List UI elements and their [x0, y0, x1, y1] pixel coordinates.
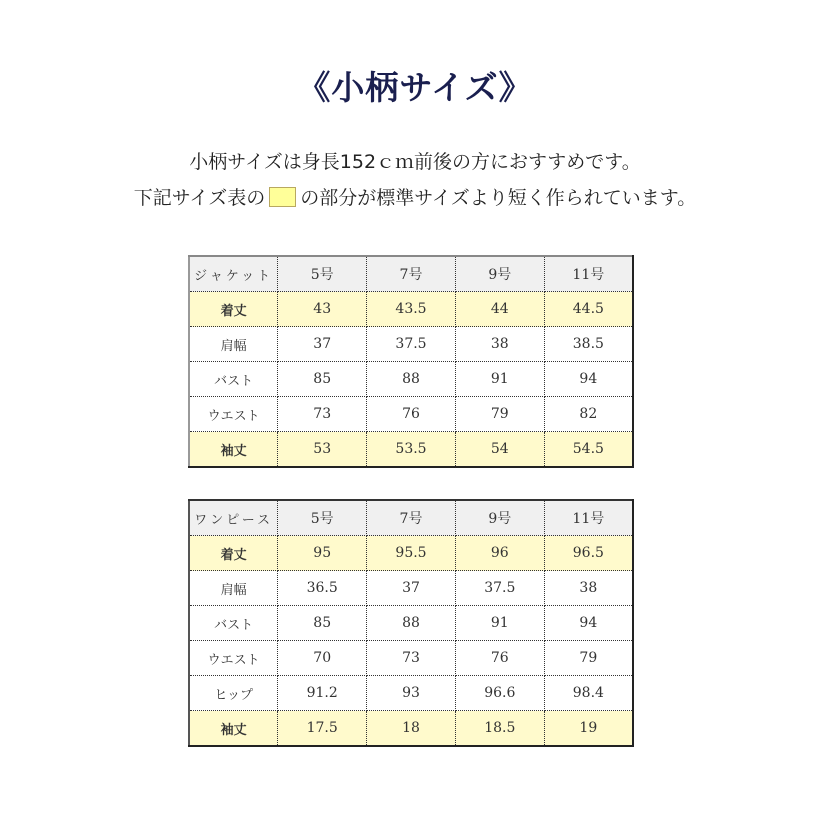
table-cell: 85 — [278, 606, 367, 641]
row-label: ヒップ — [189, 676, 278, 711]
table-row — [189, 432, 633, 468]
table-cell: 73 — [278, 397, 367, 432]
table-cell: 98.4 — [544, 676, 633, 711]
column-header: 9号 — [455, 500, 544, 536]
table-cell: 91 — [455, 606, 544, 641]
table-cell: 53 — [278, 432, 367, 468]
table-cell: 54 — [455, 432, 544, 468]
table-row — [189, 641, 633, 676]
table-cell: 36.5 — [278, 571, 367, 606]
row-label: バスト — [189, 362, 278, 397]
table-title: ワンピース — [189, 500, 278, 536]
row-label: 着丈 — [189, 536, 278, 571]
table-cell: 54.5 — [544, 432, 633, 468]
table-cell: 76 — [455, 641, 544, 676]
column-header: 9号 — [455, 256, 544, 292]
table-cell: 18.5 — [455, 711, 544, 747]
column-header: 11号 — [544, 256, 633, 292]
row-label: ウエスト — [189, 397, 278, 432]
table-cell: 37 — [367, 571, 456, 606]
row-label: ウエスト — [189, 641, 278, 676]
table-cell: 96.5 — [544, 536, 633, 571]
table-cell: 73 — [367, 641, 456, 676]
table-cell: 38 — [455, 327, 544, 362]
table-row — [189, 292, 633, 327]
column-header: 7号 — [367, 256, 456, 292]
table-header-row — [189, 256, 633, 292]
table-row — [189, 397, 633, 432]
table-cell: 94 — [544, 606, 633, 641]
column-header: 11号 — [544, 500, 633, 536]
table-cell: 19 — [544, 711, 633, 747]
table-cell: 17.5 — [278, 711, 367, 747]
intro-line-2-after: の部分が標準サイズより短く作られています。 — [300, 187, 697, 209]
row-label: 着丈 — [189, 292, 278, 327]
table-row — [189, 711, 633, 747]
table-cell: 96.6 — [455, 676, 544, 711]
table-cell: 18 — [367, 711, 456, 747]
table-cell: 37 — [278, 327, 367, 362]
table-row — [189, 571, 633, 606]
table-cell: 95 — [278, 536, 367, 571]
table-header-row — [189, 500, 633, 536]
row-label: 袖丈 — [189, 432, 278, 468]
table-cell: 37.5 — [455, 571, 544, 606]
column-header: 5号 — [278, 500, 367, 536]
table-cell: 93 — [367, 676, 456, 711]
table-cell: 85 — [278, 362, 367, 397]
table-row — [189, 676, 633, 711]
row-label: バスト — [189, 606, 278, 641]
table-cell: 94 — [544, 362, 633, 397]
row-label: 肩幅 — [189, 327, 278, 362]
table-cell: 91 — [455, 362, 544, 397]
table-cell: 82 — [544, 397, 633, 432]
table-cell: 79 — [544, 641, 633, 676]
table-cell: 96 — [455, 536, 544, 571]
table-row — [189, 606, 633, 641]
table-cell: 44.5 — [544, 292, 633, 327]
page-title: 《小柄サイズ》 — [297, 68, 533, 107]
table-cell: 91.2 — [278, 676, 367, 711]
table-row — [189, 536, 633, 571]
highlight-swatch — [269, 187, 296, 207]
table-cell: 79 — [455, 397, 544, 432]
table-cell: 37.5 — [367, 327, 456, 362]
table-cell: 70 — [278, 641, 367, 676]
intro-line-1: 小柄サイズは身長152ｃｍ前後の方におすすめです。 — [189, 151, 641, 173]
table-cell: 95.5 — [367, 536, 456, 571]
table-cell: 76 — [367, 397, 456, 432]
row-label: 袖丈 — [189, 711, 278, 747]
table-cell: 43 — [278, 292, 367, 327]
jacket-size-table — [188, 255, 634, 468]
table-cell: 44 — [455, 292, 544, 327]
table-cell: 38.5 — [544, 327, 633, 362]
intro-line-2-before: 下記サイズ表の — [133, 187, 266, 209]
table-cell: 43.5 — [367, 292, 456, 327]
table-cell: 53.5 — [367, 432, 456, 468]
table-cell: 88 — [367, 606, 456, 641]
column-header: 5号 — [278, 256, 367, 292]
table-title: ジャケット — [189, 256, 278, 292]
intro-line-2 — [0, 183, 830, 210]
column-header: 7号 — [367, 500, 456, 536]
table-row — [189, 362, 633, 397]
table-cell: 38 — [544, 571, 633, 606]
table-cell: 88 — [367, 362, 456, 397]
onepiece-size-table — [188, 499, 634, 747]
table-row — [189, 327, 633, 362]
row-label: 肩幅 — [189, 571, 278, 606]
